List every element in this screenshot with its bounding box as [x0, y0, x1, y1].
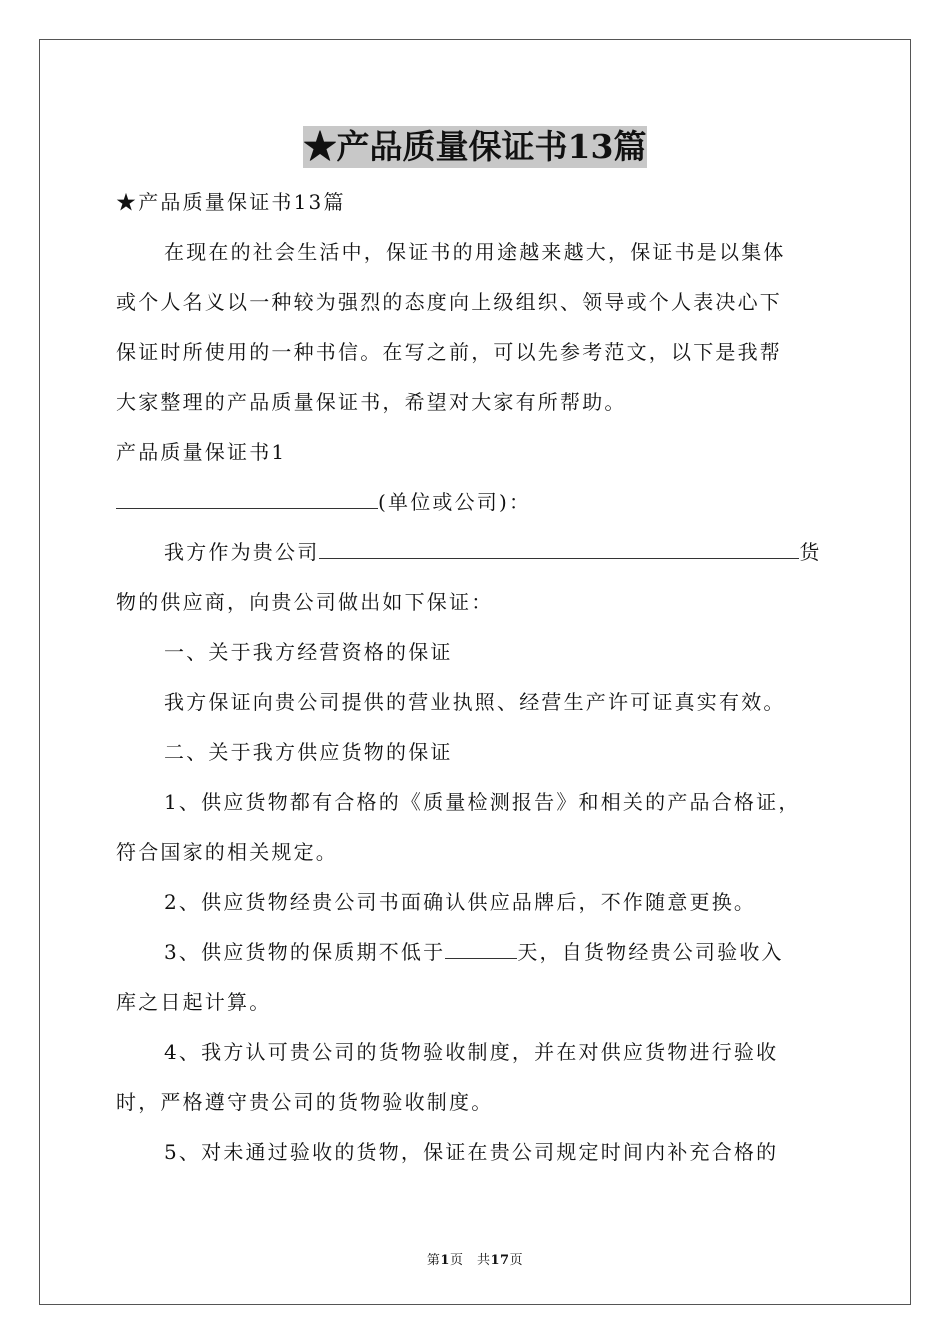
section-title: 产品质量保证书1 [116, 440, 287, 464]
heading-1: 一、关于我方经营资格的保证 [164, 640, 453, 664]
document-subtitle: ★产品质量保证书13篇 [116, 190, 346, 214]
para1-line [164, 536, 822, 565]
item-4-line-1: 4、我方认可贵公司的货物验收制度，并在对供应货物进行验收 [164, 1040, 779, 1064]
goods-blank [319, 540, 799, 559]
intro-line-2: 或个人名义以一种较为强烈的态度向上级组织、领导或个人表决心下 [116, 290, 782, 314]
shelf-life-blank [445, 940, 517, 959]
intro-line-1: 在现在的社会生活中，保证书的用途越来越大，保证书是以集体 [164, 240, 786, 264]
item-5-line-1: 5、对未通过验收的货物，保证在贵公司规定时间内补充合格的 [164, 1140, 779, 1164]
page-border [39, 39, 911, 1305]
item-2: 2、供应货物经贵公司书面确认供应品牌后，不作随意更换。 [164, 890, 757, 914]
total-pages: 17 [490, 1253, 510, 1268]
para1-cont: 物的供应商，向贵公司做出如下保证： [116, 590, 494, 614]
item-4-line-2: 时，严格遵守贵公司的货物验收制度。 [116, 1090, 494, 1114]
heading-2: 二、关于我方供应货物的保证 [164, 740, 453, 764]
item-1-line-2: 符合国家的相关规定。 [116, 840, 338, 864]
document-title: ★产品质量保证书13篇 [303, 127, 647, 166]
item-1-line-1: 1、供应货物都有合格的《质量检测报告》和相关的产品合格证， [164, 790, 801, 814]
addressee-blank [116, 490, 378, 509]
item-3-line-1 [164, 936, 784, 965]
para1-start: 我方作为贵公司 [164, 540, 320, 564]
item-3-start: 3、供应货物的保质期不低于 [164, 940, 446, 964]
page-number: 1 [440, 1253, 450, 1268]
intro-line-3: 保证时所使用的一种书信。在写之前，可以先参考范文，以下是我帮 [116, 340, 782, 364]
heading-1-paragraph: 我方保证向贵公司提供的营业执照、经营生产许可证真实有效。 [164, 690, 786, 714]
item-3-end: 天，自货物经贵公司验收入 [517, 940, 784, 964]
addressee-line [116, 486, 531, 515]
intro-line-4: 大家整理的产品质量保证书，希望对大家有所帮助。 [116, 390, 627, 414]
addressee-suffix: (单位或公司)： [378, 490, 532, 514]
para1-end: 货 [799, 540, 822, 564]
page-footer: 第1页 共17页 [426, 1253, 524, 1268]
item-3-line-2: 库之日起计算。 [116, 990, 272, 1014]
